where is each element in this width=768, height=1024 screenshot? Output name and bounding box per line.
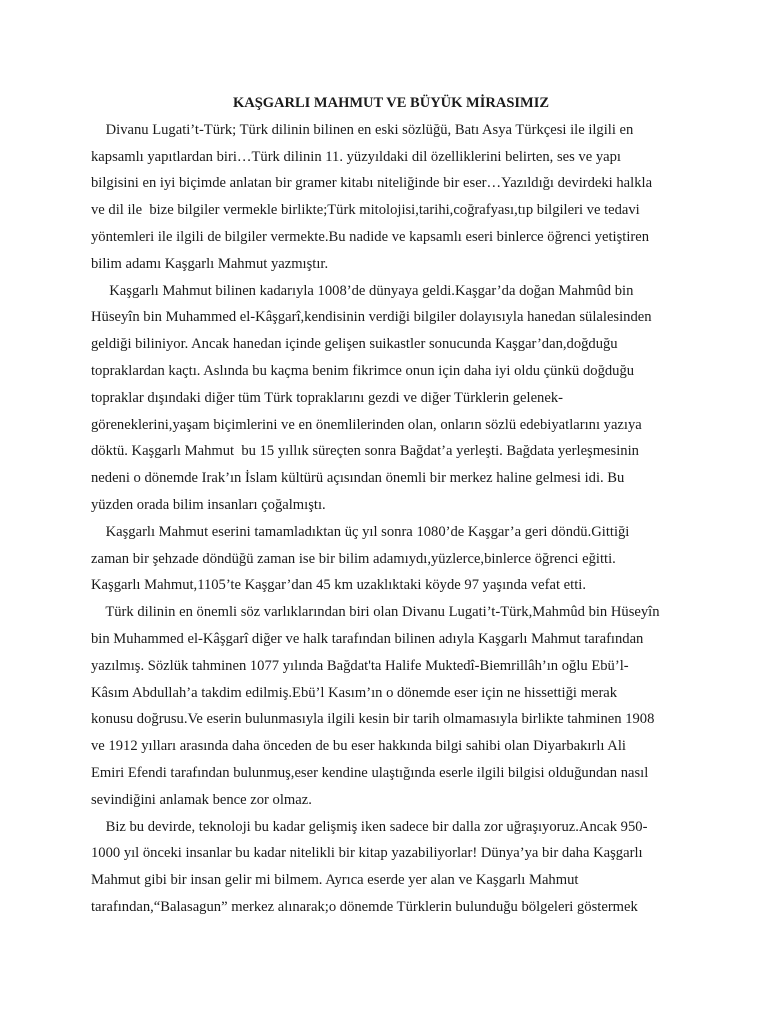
text-line: döktü. Kaşgarlı Mahmut bu 15 yıllık süreçten sonra Bağdat’a yerleşti. Bağdata yerleşmesinin: [91, 443, 639, 460]
text-line: topraklardan kaçtı. Aslında bu kaçma benim fikrimce onun için daha iyi oldu çünkü doğduğu: [91, 362, 635, 379]
text-line: Biz bu devirde, teknoloji bu kadar gelişmiş iken sadece bir dalla zor uğraşıyoruz.Ancak 950-: [91, 818, 648, 835]
text-line: yazılmış. Sözlük tahminen 1077 yılında Bağdat'ta Halife Muktedî-Biemrillâh’ın oğlu Ebü’l-: [91, 657, 629, 674]
text-line: yöntemleri ile ilgili de bilgiler vermekte.Bu nadide ve kapsamlı eseri binlerce öğrenci yetiştiren: [91, 228, 650, 245]
text-line: kapsamlı yapıtlardan biri…Türk dilinin 11. yüzyıldaki dil özelliklerini belirten, ses ve yapı: [91, 148, 621, 165]
text-line: nedeni o dönemde Irak’ın İslam kültürü açısından önemli bir merkez haline gelmesi idi. Bu: [91, 470, 625, 487]
text-line: ve dil ile bize bilgiler vermekle birlikte;Türk mitolojisi,tarihi,coğrafyası,tıp bilgileri ve tedavi: [91, 202, 640, 219]
text-line: bin Muhammed el-Kâşgarî diğer ve halk tarafından bilinen adıyla Kaşgarlı Mahmut tarafından: [91, 630, 644, 647]
text-line: geldiği biliniyor. Ancak hanedan içinde gelişen suikastler sonucunda Kaşgar’dan,doğduğu: [91, 336, 618, 353]
text-line: Kaşgarlı Mahmut bilinen kadarıyla 1008’de dünyaya geldi.Kaşgar’da doğan Mahmûd bin: [91, 282, 634, 299]
text-line: Mahmut gibi bir insan gelir mi bilmem. Ayrıca eserde yer alan ve Kaşgarlı Mahmut: [91, 872, 579, 889]
text-line: Hüseyîn bin Muhammed el-Kâşgarî,kendisinin verdiği bilgiler dolayısıyla hanedan sülalesinden: [91, 309, 652, 326]
text-line: tarafından,“Balasagun” merkez alınarak;o dönemde Türklerin bulunduğu bölgeleri göstermek: [91, 898, 638, 915]
text-line: Kaşgarlı Mahmut,1105’te Kaşgar’dan 45 km uzaklıktaki köyde 97 yaşında vefat etti.: [91, 577, 586, 594]
text-line: bilgisini en iyi biçimde anlatan bir gramer kitabı niteliğinde bir eser…Yazıldığı devirdeki halkla: [91, 175, 653, 192]
text-line: Divanu Lugati’t-Türk; Türk dilinin bilinen en eski sözlüğü, Batı Asya Türkçesi ile ilgili en: [91, 121, 634, 138]
text-line: konusu doğrusu.Ve eserin bulunmasıyla ilgili kesin bir tarih olmamasıyla birlikte tahminen 1908: [91, 711, 655, 728]
text-line: bilim adamı Kaşgarlı Mahmut yazmıştır.: [91, 255, 329, 272]
text-line: Türk dilinin en önemli söz varlıklarından biri olan Divanu Lugati’t-Türk,Mahmûd bin Hüseyîn: [91, 604, 660, 621]
text-line: ve 1912 yılları arasında daha önceden de bu eser hakkında bilgi sahibi olan Diyarbakırlı Ali: [91, 738, 626, 755]
text-line: topraklar dışındaki diğer tüm Türk topraklarını gezdi ve diğer Türklerin gelenek-: [91, 389, 563, 406]
text-line: 1000 yıl önceki insanlar bu kadar nitelikli bir kitap yazabiliyorlar! Dünya’ya bir daha Kaşgarlı: [91, 845, 643, 862]
text-line: Kaşgarlı Mahmut eserini tamamladıktan üç yıl sonra 1080’de Kaşgar’a geri döndü.Gittiği: [91, 523, 630, 540]
text-line: sevindiğini anlamak bence zor olmaz.: [91, 791, 312, 808]
text-line: yüzden orada bilim insanları çoğalmıştı.: [91, 496, 326, 513]
document-page: [91, 90, 681, 921]
document-title: KAŞGARLI MAHMUT VE BÜYÜK MİRASIMIZ: [232, 95, 550, 111]
document-body: [91, 117, 681, 921]
text-line: Kâsım Abdullah’a takdim edilmiş.Ebü’l Kasım’ın o dönemde eser için ne hissettiği merak: [91, 684, 618, 701]
text-line: zaman bir şehzade döndüğü zaman ise bir bilim adamıydı,yüzlerce,binlerce öğrenci eğitti.: [91, 550, 616, 567]
text-line: Emiri Efendi tarafından bulunmuş,eser kendine ulaştığında eserle ilgili bilgisi olduğundan nasıl: [91, 764, 649, 781]
text-line: göreneklerini,yaşam biçimlerini ve en önemlilerinden olan, onların sözlü edebiyatlarını yazıya: [91, 416, 642, 433]
